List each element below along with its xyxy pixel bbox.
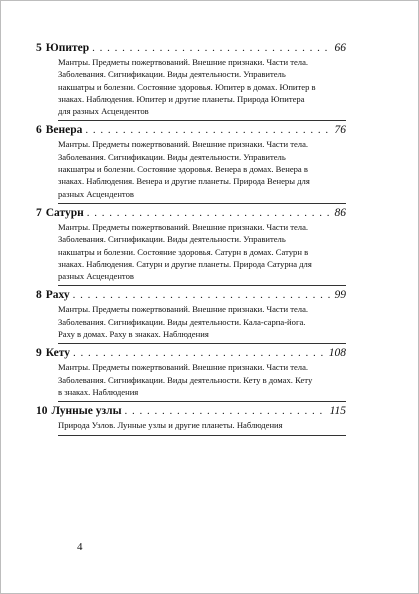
page-reference: 108 bbox=[328, 347, 346, 360]
dot-leader bbox=[85, 123, 331, 137]
toc-entry-saturn bbox=[36, 206, 346, 286]
chapter-description: Мантры. Предметы пожертвований. Внешние признаки. Части тела. Заболевания. Сигнификации. Виды деятельности. Кала-сарпа-йога. Раху в домах. Раху в знаках. Наблюдения bbox=[58, 303, 346, 344]
toc-entry-heading[interactable] bbox=[36, 288, 346, 302]
dot-leader bbox=[92, 41, 331, 55]
chapter-number: 8 bbox=[36, 289, 42, 302]
table-of-contents bbox=[36, 41, 346, 438]
dot-leader bbox=[125, 404, 327, 418]
chapter-description: Мантры. Предметы пожертвований. Внешние признаки. Части тела. Заболевания. Сигнификации. Виды деятельности. Управитель накшатры и болезни. Состояние здоровья. Юпитер в домах. Юпитер в знаках. Наблюдения. Юпитер и другие планеты. Природа Юпитера для разных Асцендентов bbox=[58, 56, 346, 121]
chapter-title: Венера bbox=[45, 124, 83, 137]
chapter-title: Юпитер bbox=[45, 42, 90, 54]
page-reference: 76 bbox=[334, 124, 346, 137]
toc-entry-lunar-nodes bbox=[36, 404, 346, 435]
page-number: 4 bbox=[77, 541, 83, 553]
toc-entry-heading[interactable] bbox=[36, 346, 346, 360]
dot-leader bbox=[73, 346, 326, 360]
toc-entry-heading[interactable] bbox=[36, 123, 346, 137]
page-reference: 86 bbox=[334, 206, 346, 219]
chapter-description: Мантры. Предметы пожертвований. Внешние признаки. Части тела. Заболевания. Сигнификации. Виды деятельности. Кету в домах. Кету в знаках. Наблюдения bbox=[58, 361, 346, 402]
toc-entry-ketu bbox=[36, 346, 346, 402]
toc-entry-heading[interactable] bbox=[36, 404, 346, 418]
chapter-title: Лунные узлы bbox=[51, 405, 122, 418]
chapter-description: Природа Узлов. Лунные узлы и другие планеты. Наблюдения bbox=[58, 419, 346, 435]
chapter-number: 5 bbox=[36, 42, 42, 54]
toc-entry-heading[interactable] bbox=[36, 41, 346, 55]
chapter-number: 9 bbox=[36, 347, 42, 360]
chapter-number: 10 bbox=[36, 405, 48, 418]
chapter-description: Мантры. Предметы пожертвований. Внешние признаки. Части тела. Заболевания. Сигнификации. Виды деятельности. Управитель накшатры и болезни. Состояние здоровья. Сатурн в домах. Сатурн в знаках. Наблюдения. Сатурн и другие планеты. Природа Сатурна для разных Асцендентов bbox=[58, 221, 346, 286]
chapter-number: 6 bbox=[36, 124, 42, 137]
page-reference: 99 bbox=[334, 289, 346, 302]
toc-entry-heading[interactable] bbox=[36, 206, 346, 220]
page-reference: 115 bbox=[329, 405, 346, 418]
chapter-title: Кету bbox=[45, 347, 71, 360]
chapter-title: Сатурн bbox=[45, 206, 84, 219]
chapter-description: Мантры. Предметы пожертвований. Внешние признаки. Части тела. Заболевания. Сигнификации. Виды деятельности. Управитель накшатры и болезни. Состояние здоровья. Венера в домах. Венера в знаках. Наблюдения. Венера и другие планеты. Природа Венеры для разных Асцендентов bbox=[58, 138, 346, 203]
page-reference: 66 bbox=[334, 42, 346, 54]
chapter-title: Раху bbox=[45, 289, 70, 302]
toc-entry-jupiter bbox=[36, 41, 346, 121]
dot-leader bbox=[87, 206, 332, 220]
toc-entry-venus bbox=[36, 123, 346, 203]
toc-entry-rahu bbox=[36, 288, 346, 344]
dot-leader bbox=[73, 288, 332, 302]
chapter-number: 7 bbox=[36, 206, 42, 219]
